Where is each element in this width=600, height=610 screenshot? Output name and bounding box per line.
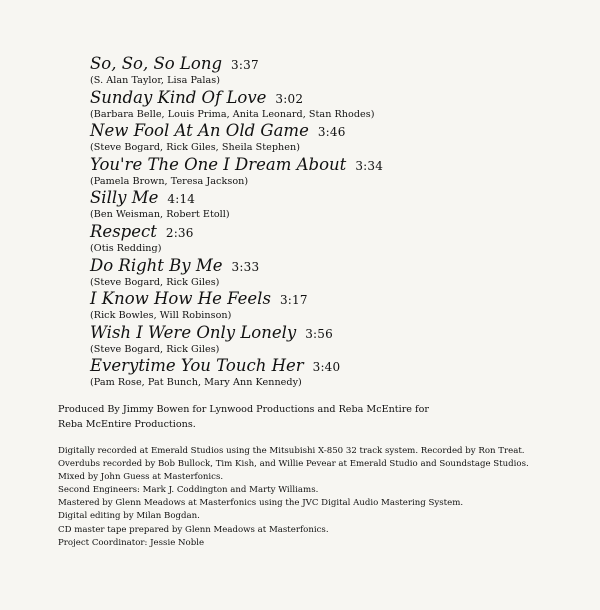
producer-line-2: Reba McEntire Productions. xyxy=(58,419,196,430)
track-title: Everytime You Touch Her xyxy=(90,356,304,376)
track-duration: 3:46 xyxy=(317,125,346,140)
track-title-wrap xyxy=(90,256,259,277)
track-item xyxy=(0,188,600,222)
track-writers: (Barbara Belle, Louis Prima, Anita Leonard, Stan Rhodes) xyxy=(90,108,375,120)
track-duration: 3:56 xyxy=(305,326,333,341)
track-duration: 3:02 xyxy=(275,91,304,106)
track-title-wrap xyxy=(90,88,303,109)
track-title: Wish I Were Only Lonely xyxy=(90,322,297,342)
credit-line: Mixed by John Guess at Masterfonics. xyxy=(58,472,224,483)
track-item xyxy=(0,54,600,88)
track-writers: (Otis Redding) xyxy=(90,242,162,254)
engineering-credits xyxy=(58,445,588,550)
track-item xyxy=(0,155,600,189)
track-writers: (Pamela Brown, Teresa Jackson) xyxy=(90,175,249,187)
track-title: So, So, So Long xyxy=(90,54,223,73)
track-writers: (Rick Bowles, Will Robinson) xyxy=(90,310,232,322)
track-writers: (Ben Weisman, Robert Etoll) xyxy=(90,209,230,221)
track-item xyxy=(0,88,600,122)
track-item xyxy=(0,356,600,390)
track-title: You're The One I Dream About xyxy=(90,154,347,174)
track-writers: (S. Alan Taylor, Lisa Palas) xyxy=(90,75,221,86)
credit-line: Overdubs recorded by Bob Bullock, Tim Kish, and Willie Pevear at Emerald Studio and Soundstage Studios. xyxy=(58,459,529,470)
track-writers: (Steve Bogard, Rick Giles, Sheila Stephen) xyxy=(90,142,300,154)
producer-credit xyxy=(58,402,568,432)
track-writers: (Steve Bogard, Rick Giles) xyxy=(90,276,220,288)
track-title: Respect xyxy=(90,221,157,241)
track-duration: 3:34 xyxy=(355,158,384,173)
track-duration: 3:37 xyxy=(231,58,259,72)
credit-line: Digitally recorded at Emerald Studios using the Mitsubishi X-850 32 track system. Recorded by Ron Treat. xyxy=(58,446,525,456)
credit-line: Digital editing by Milan Bogdan. xyxy=(58,511,200,522)
credit-line: Project Coordinator: Jessie Noble xyxy=(58,537,205,548)
track-title-wrap xyxy=(90,188,195,209)
track-item xyxy=(0,121,600,155)
track-title-wrap xyxy=(90,289,308,310)
track-writers: (Pam Rose, Pat Bunch, Mary Ann Kennedy) xyxy=(90,377,302,389)
track-duration: 3:33 xyxy=(231,259,260,274)
track-title-wrap xyxy=(90,54,259,75)
track-duration: 2:36 xyxy=(165,225,194,240)
track-item xyxy=(0,256,600,290)
track-title-wrap xyxy=(90,155,383,176)
track-item xyxy=(0,323,600,357)
credit-line: Mastered by Glenn Meadows at Masterfonics using the JVC Digital Audio Mastering System. xyxy=(58,498,464,509)
track-title: New Fool At An Old Game xyxy=(90,121,309,141)
track-title: Do Right By Me xyxy=(90,255,223,275)
tracklist xyxy=(0,54,600,390)
track-item xyxy=(0,222,600,256)
producer-line-1: Produced By Jimmy Bowen for Lynwood Productions and Reba McEntire for xyxy=(58,404,429,415)
track-duration: 3:40 xyxy=(312,360,341,375)
track-item xyxy=(0,289,600,323)
track-duration: 3:17 xyxy=(279,293,308,308)
credit-line: CD master tape prepared by Glenn Meadows at Masterfonics. xyxy=(58,524,329,535)
track-duration: 4:14 xyxy=(167,192,196,207)
track-title-wrap xyxy=(90,121,346,142)
track-title: Sunday Kind Of Love xyxy=(90,87,267,107)
track-title-wrap xyxy=(90,222,194,243)
track-writers: (Steve Bogard, Rick Giles) xyxy=(90,343,220,355)
track-title: Silly Me xyxy=(90,188,159,208)
track-title: I Know How He Feels xyxy=(90,289,271,309)
track-title-wrap xyxy=(90,323,333,344)
track-title-wrap xyxy=(90,356,340,377)
credit-line: Second Engineers: Mark J. Coddington and Marty Williams. xyxy=(58,485,319,496)
